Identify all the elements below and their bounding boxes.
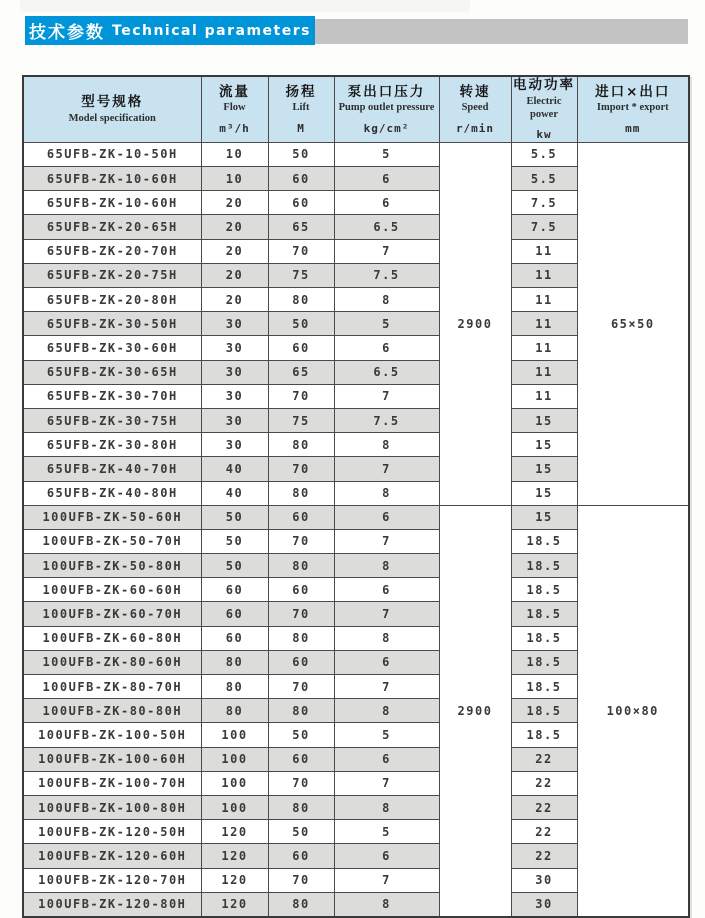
cell-power: 30	[511, 892, 577, 917]
cell-power: 18.5	[511, 723, 577, 747]
cell-power: 11	[511, 239, 577, 263]
cell-pressure: 7.5	[334, 263, 439, 287]
col-header-flow-en: Flow	[223, 102, 246, 114]
cell-pressure: 8	[334, 795, 439, 819]
col-header-power-en: Electric power	[526, 95, 562, 120]
cell-power: 15	[511, 481, 577, 505]
cell-power: 30	[511, 868, 577, 892]
cell-model: 65UFB-ZK-30-70H	[23, 384, 201, 408]
cell-power: 7.5	[511, 191, 577, 215]
col-header-import-export-zh: 进口×出口	[595, 83, 671, 100]
cell-lift: 50	[268, 312, 334, 336]
cell-pressure: 8	[334, 481, 439, 505]
cell-model: 100UFB-ZK-50-80H	[23, 554, 201, 578]
col-header-model-zh: 型号规格	[81, 93, 144, 110]
cell-model: 65UFB-ZK-30-75H	[23, 408, 201, 432]
cell-lift: 75	[268, 408, 334, 432]
cell-lift: 80	[268, 288, 334, 312]
col-header-lift-zh: 扬程	[285, 83, 317, 100]
cell-flow: 120	[201, 844, 268, 868]
cell-pressure: 7.5	[334, 408, 439, 432]
cell-model: 65UFB-ZK-10-50H	[23, 142, 201, 166]
cell-pressure: 7	[334, 868, 439, 892]
cell-flow: 40	[201, 481, 268, 505]
cell-pressure: 5	[334, 820, 439, 844]
cell-flow: 80	[201, 675, 268, 699]
cell-flow: 20	[201, 239, 268, 263]
cell-pressure: 5	[334, 723, 439, 747]
cell-flow: 20	[201, 215, 268, 239]
cell-import-export-merged: 65×50	[577, 142, 689, 505]
col-header-pressure-zh: 泵出口压力	[347, 83, 426, 100]
cell-model: 65UFB-ZK-30-60H	[23, 336, 201, 360]
cell-power: 18.5	[511, 578, 577, 602]
cell-pressure: 8	[334, 288, 439, 312]
table-row	[23, 505, 689, 529]
cell-model: 65UFB-ZK-30-65H	[23, 360, 201, 384]
cell-lift: 70	[268, 602, 334, 626]
cell-pressure: 7	[334, 675, 439, 699]
col-header-speed-unit: r/min	[455, 121, 495, 135]
cell-model: 100UFB-ZK-120-60H	[23, 844, 201, 868]
cell-model: 65UFB-ZK-40-80H	[23, 481, 201, 505]
cell-lift: 60	[268, 650, 334, 674]
cell-lift: 75	[268, 263, 334, 287]
cell-model: 100UFB-ZK-100-50H	[23, 723, 201, 747]
header-row	[23, 76, 689, 142]
cell-lift: 80	[268, 626, 334, 650]
cell-model: 100UFB-ZK-120-80H	[23, 892, 201, 917]
cell-pressure: 6	[334, 578, 439, 602]
cell-pressure: 6	[334, 650, 439, 674]
cell-lift: 60	[268, 747, 334, 771]
col-header-model-en: Model specification	[68, 112, 156, 124]
cell-model: 100UFB-ZK-50-60H	[23, 505, 201, 529]
cell-flow: 30	[201, 336, 268, 360]
cell-pressure: 7	[334, 239, 439, 263]
cell-power: 15	[511, 433, 577, 457]
page-top-band	[20, 0, 470, 12]
cell-flow: 120	[201, 868, 268, 892]
col-header-import-export	[577, 76, 689, 142]
table-header	[23, 76, 689, 142]
cell-pressure: 5	[334, 312, 439, 336]
cell-lift: 60	[268, 844, 334, 868]
cell-model: 100UFB-ZK-60-80H	[23, 626, 201, 650]
cell-model: 100UFB-ZK-100-80H	[23, 795, 201, 819]
col-header-power-zh: 电动功率	[513, 77, 575, 93]
cell-model: 65UFB-ZK-30-50H	[23, 312, 201, 336]
cell-model: 100UFB-ZK-80-70H	[23, 675, 201, 699]
cell-model: 100UFB-ZK-60-60H	[23, 578, 201, 602]
cell-flow: 20	[201, 288, 268, 312]
cell-power: 22	[511, 820, 577, 844]
table-body	[23, 142, 689, 917]
cell-pressure: 5	[334, 142, 439, 166]
cell-lift: 80	[268, 795, 334, 819]
cell-flow: 120	[201, 820, 268, 844]
spec-table	[22, 75, 690, 918]
cell-power: 22	[511, 747, 577, 771]
cell-flow: 50	[201, 529, 268, 553]
col-header-lift	[268, 76, 334, 142]
cell-pressure: 6.5	[334, 215, 439, 239]
cell-power: 11	[511, 384, 577, 408]
cell-lift: 50	[268, 723, 334, 747]
cell-lift: 60	[268, 578, 334, 602]
col-header-lift-unit: M	[297, 121, 305, 135]
cell-power: 18.5	[511, 554, 577, 578]
col-header-flow-unit: m³/h	[219, 121, 250, 135]
cell-pressure: 8	[334, 554, 439, 578]
cell-flow: 100	[201, 771, 268, 795]
cell-flow: 80	[201, 650, 268, 674]
cell-lift: 60	[268, 191, 334, 215]
cell-pressure: 6	[334, 844, 439, 868]
cell-pressure: 6	[334, 505, 439, 529]
cell-lift: 80	[268, 554, 334, 578]
col-header-pressure-unit: kg/cm²	[363, 121, 410, 135]
cell-pressure: 8	[334, 892, 439, 917]
cell-pressure: 8	[334, 699, 439, 723]
cell-lift: 65	[268, 360, 334, 384]
col-header-speed-en: Speed	[461, 102, 489, 114]
table-row	[23, 142, 689, 166]
cell-lift: 80	[268, 699, 334, 723]
cell-flow: 100	[201, 747, 268, 771]
cell-lift: 50	[268, 142, 334, 166]
cell-model: 100UFB-ZK-100-60H	[23, 747, 201, 771]
cell-power: 18.5	[511, 602, 577, 626]
cell-power: 22	[511, 795, 577, 819]
cell-lift: 70	[268, 675, 334, 699]
col-header-pressure-en: Pump outlet pressure	[338, 102, 435, 114]
cell-flow: 50	[201, 505, 268, 529]
cell-flow: 10	[201, 142, 268, 166]
cell-flow: 50	[201, 554, 268, 578]
col-header-flow	[201, 76, 268, 142]
cell-lift: 70	[268, 239, 334, 263]
cell-lift: 80	[268, 481, 334, 505]
cell-power: 22	[511, 771, 577, 795]
cell-model: 100UFB-ZK-50-70H	[23, 529, 201, 553]
title-bar	[25, 16, 688, 45]
cell-model: 100UFB-ZK-120-70H	[23, 868, 201, 892]
technical-parameters-table	[22, 75, 688, 918]
cell-pressure: 7	[334, 529, 439, 553]
cell-flow: 30	[201, 408, 268, 432]
cell-model: 65UFB-ZK-10-60H	[23, 167, 201, 191]
cell-power: 11	[511, 263, 577, 287]
cell-power: 11	[511, 288, 577, 312]
cell-power: 18.5	[511, 675, 577, 699]
cell-lift: 50	[268, 820, 334, 844]
cell-flow: 30	[201, 360, 268, 384]
cell-flow: 80	[201, 699, 268, 723]
cell-power: 11	[511, 312, 577, 336]
cell-import-export-merged: 100×80	[577, 505, 689, 917]
cell-lift: 80	[268, 892, 334, 917]
cell-flow: 30	[201, 433, 268, 457]
col-header-power	[511, 76, 577, 142]
cell-lift: 60	[268, 336, 334, 360]
col-header-speed-zh: 转速	[459, 83, 491, 100]
page-title-en: Technical parameters	[112, 22, 311, 39]
cell-lift: 70	[268, 384, 334, 408]
cell-lift: 60	[268, 167, 334, 191]
col-header-model	[23, 76, 201, 142]
cell-flow: 30	[201, 312, 268, 336]
cell-pressure: 6	[334, 167, 439, 191]
cell-lift: 70	[268, 868, 334, 892]
page-title	[25, 16, 315, 45]
col-header-speed	[439, 76, 511, 142]
cell-power: 18.5	[511, 529, 577, 553]
cell-model: 65UFB-ZK-30-80H	[23, 433, 201, 457]
cell-pressure: 7	[334, 457, 439, 481]
cell-power: 22	[511, 844, 577, 868]
cell-model: 100UFB-ZK-100-70H	[23, 771, 201, 795]
cell-pressure: 7	[334, 771, 439, 795]
cell-lift: 70	[268, 771, 334, 795]
cell-model: 100UFB-ZK-80-80H	[23, 699, 201, 723]
cell-model: 100UFB-ZK-80-60H	[23, 650, 201, 674]
cell-pressure: 8	[334, 626, 439, 650]
cell-power: 11	[511, 360, 577, 384]
cell-power: 5.5	[511, 167, 577, 191]
cell-flow: 20	[201, 191, 268, 215]
cell-lift: 70	[268, 529, 334, 553]
cell-flow: 30	[201, 384, 268, 408]
cell-flow: 60	[201, 626, 268, 650]
cell-model: 65UFB-ZK-40-70H	[23, 457, 201, 481]
cell-lift: 60	[268, 505, 334, 529]
cell-model: 100UFB-ZK-60-70H	[23, 602, 201, 626]
col-header-import-export-en: Import * export	[596, 102, 669, 114]
cell-power: 18.5	[511, 650, 577, 674]
cell-pressure: 7	[334, 602, 439, 626]
cell-lift: 70	[268, 457, 334, 481]
cell-power: 15	[511, 457, 577, 481]
cell-lift: 65	[268, 215, 334, 239]
cell-flow: 100	[201, 723, 268, 747]
cell-pressure: 6	[334, 747, 439, 771]
cell-power: 7.5	[511, 215, 577, 239]
cell-power: 5.5	[511, 142, 577, 166]
cell-pressure: 6	[334, 191, 439, 215]
cell-model: 65UFB-ZK-20-75H	[23, 263, 201, 287]
col-header-import-export-unit: mm	[625, 121, 641, 135]
cell-pressure: 7	[334, 384, 439, 408]
cell-power: 18.5	[511, 699, 577, 723]
cell-model: 65UFB-ZK-10-60H	[23, 191, 201, 215]
cell-pressure: 6.5	[334, 360, 439, 384]
cell-model: 100UFB-ZK-120-50H	[23, 820, 201, 844]
cell-flow: 10	[201, 167, 268, 191]
cell-pressure: 8	[334, 433, 439, 457]
cell-power: 15	[511, 505, 577, 529]
cell-flow: 60	[201, 602, 268, 626]
col-header-power-unit: kw	[536, 128, 552, 142]
cell-model: 65UFB-ZK-20-65H	[23, 215, 201, 239]
cell-lift: 80	[268, 433, 334, 457]
cell-flow: 100	[201, 795, 268, 819]
cell-model: 65UFB-ZK-20-70H	[23, 239, 201, 263]
col-header-flow-zh: 流量	[219, 83, 250, 100]
col-header-lift-en: Lift	[292, 102, 310, 114]
cell-flow: 120	[201, 892, 268, 917]
cell-flow: 40	[201, 457, 268, 481]
col-header-pressure	[334, 76, 439, 142]
cell-flow: 20	[201, 263, 268, 287]
cell-pressure: 6	[334, 336, 439, 360]
cell-model: 65UFB-ZK-20-80H	[23, 288, 201, 312]
cell-flow: 60	[201, 578, 268, 602]
cell-power: 15	[511, 408, 577, 432]
cell-power: 18.5	[511, 626, 577, 650]
cell-power: 11	[511, 336, 577, 360]
page-title-zh: 技术参数	[29, 23, 106, 43]
cell-speed-merged: 2900	[439, 505, 511, 917]
cell-speed-merged: 2900	[439, 142, 511, 505]
